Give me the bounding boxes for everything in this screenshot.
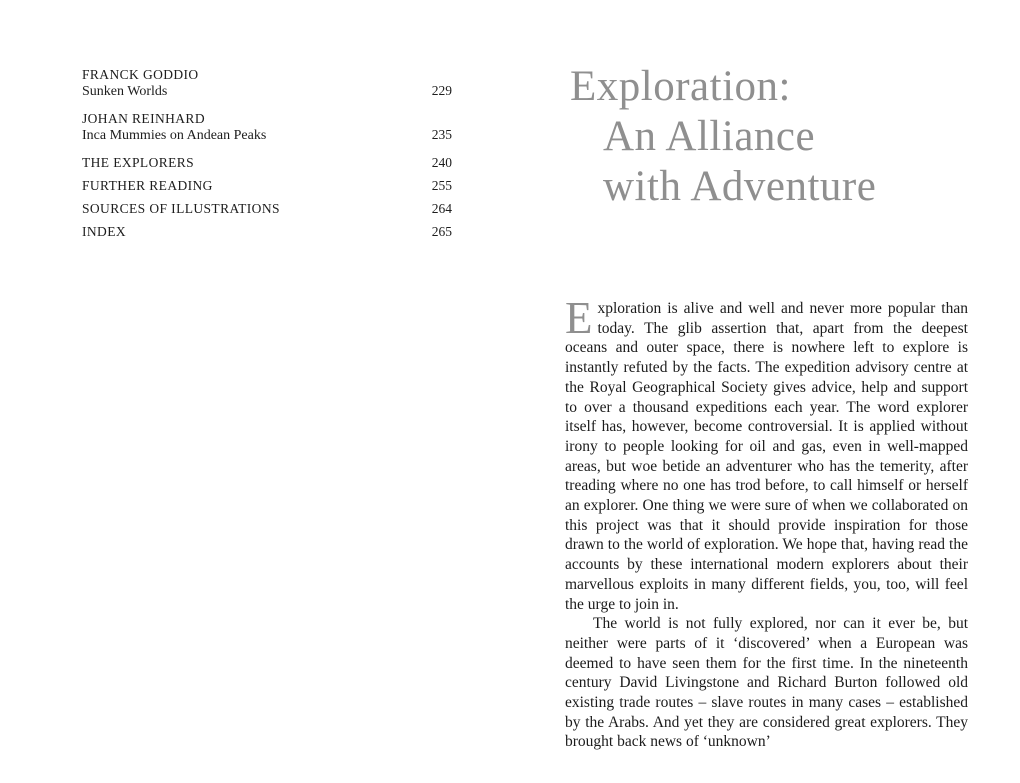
paragraph-first-text: xploration is alive and well and never more popular than today. The glib assertion that, apart from the deepest oceans and outer space, there is nowhere left to explore is instantly refuted by the facts. The expedition advisory centre at the Royal Geographical Society gives advice, help and support to over a thousand expeditions each year. The word explorer itself has, however, become controversial. It is applied without irony to people looking for oil and gas, even in well-mapped areas, but woe betide an adventurer who has the temerity, after treading where no one has trod before, to call himself or herself an explorer. One thing we were sure of when we collaborated on this project was that it should provide inspiration for those drawn to the world of exploration. We hope that, having read the accounts by these international modern explorers about their marvellous exploits in many different fields, you, too, will feel the urge to join in.: [565, 300, 968, 613]
chapter-body-text: [565, 293, 968, 752]
toc-label: THE EXPLORERS: [82, 155, 195, 170]
toc-page-number: 255: [431, 178, 452, 193]
toc-page-number: 264: [431, 201, 452, 216]
toc-page-number: 229: [431, 83, 452, 98]
toc-label: INDEX: [82, 224, 126, 239]
toc-title-row: [82, 127, 452, 144]
toc-page-number: 235: [431, 127, 452, 142]
chapter-title-line: Exploration:: [570, 63, 791, 110]
chapter-title: [570, 62, 876, 212]
toc-author: FRANCK GODDIO: [82, 67, 199, 82]
toc-entry: [82, 201, 452, 217]
paragraph-second: The world is not fully explored, nor can it ever be, but neither were parts of it ‘discovered’ when a European was deemed to have seen them for the first time. In the nineteenth century David Livingstone and Richard Burton followed old existing trade routes – slave routes in many cases – established by the Arabs. And yet they are considered great explorers. They brought back news of ‘unknown’: [565, 615, 968, 751]
toc-entry: [82, 111, 452, 144]
toc-entry: [82, 155, 452, 171]
toc-author: JOHAN REINHARD: [82, 111, 205, 126]
paragraph-first: [565, 293, 968, 614]
chapter-title-line: An Alliance: [603, 113, 816, 160]
toc-entry: [82, 178, 452, 194]
chapter-title-line: with Adventure: [603, 163, 877, 210]
toc-entry: [82, 67, 452, 100]
toc-page-number: 240: [431, 155, 452, 170]
drop-cap: E: [565, 293, 593, 343]
toc-label: FURTHER READING: [82, 178, 213, 193]
toc-title: Sunken Worlds: [82, 84, 168, 99]
toc-title: Inca Mummies on Andean Peaks: [82, 128, 267, 143]
toc-entry: [82, 224, 452, 240]
table-of-contents: [82, 67, 452, 247]
toc-label: SOURCES OF ILLUSTRATIONS: [82, 201, 280, 216]
toc-page-number: 265: [431, 224, 452, 239]
toc-title-row: [82, 83, 452, 100]
